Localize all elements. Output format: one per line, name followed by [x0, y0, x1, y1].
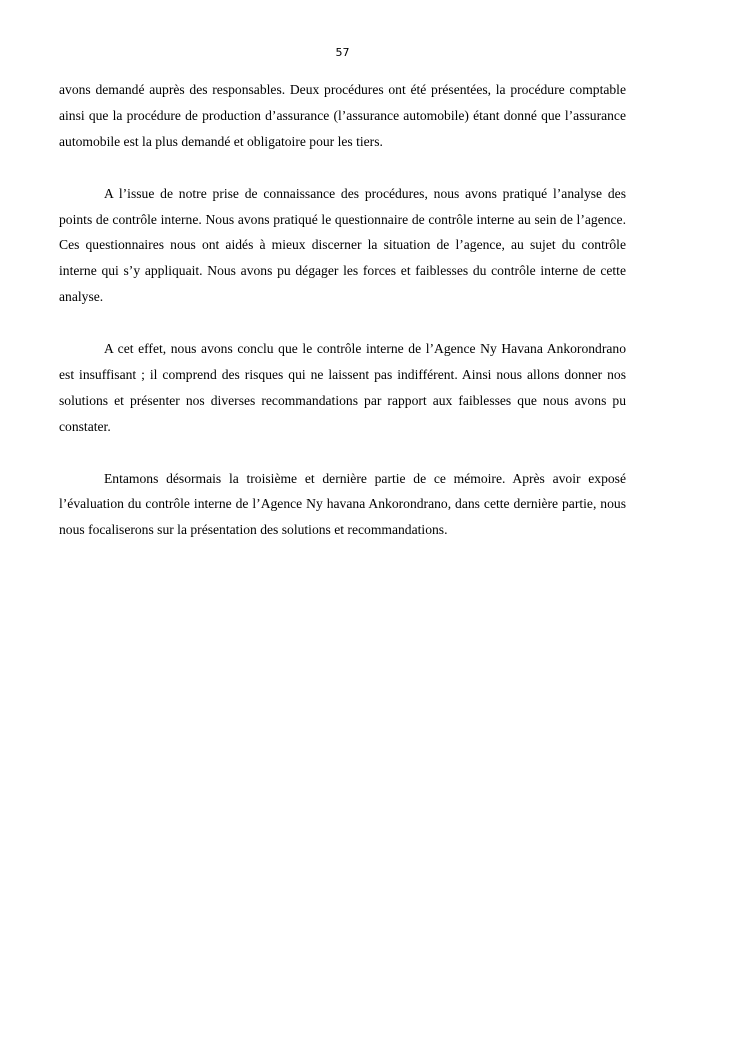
body-text	[59, 77, 626, 569]
paragraph-third-part-intro: Entamons désormais la troisième et dernière partie de ce mémoire. Après avoir exposé l’évaluation du contrôle interne de l’Agence Ny havana Ankorondrano, dans cette dernière partie, nous nous focaliserons sur la présentation des solutions et recommandations.	[59, 470, 626, 538]
paragraph-conclusion: A cet effet, nous avons conclu que le contrôle interne de l’Agence Ny Havana Ankorondrano est insuffisant ; il comprend des risques qui ne laissent pas indifférent. Ainsi nous allons donner nos solutions et présenter nos diverses recommandations par rapport aux faiblesses que nous avons pu constater.	[59, 341, 626, 434]
page-number: 57	[335, 46, 350, 59]
paragraph-continuation: avons demandé auprès des responsables. Deux procédures ont été présentées, la procédure comptable ainsi que la procédure de production d’assurance (l’assurance automobile) étant donné que l’assurance automobile est la plus demandé et obligatoire pour les tiers.	[59, 82, 626, 149]
paragraph-procedures-analysis: A l’issue de notre prise de connaissance des procédures, nous avons pratiqué l’analyse des points de contrôle interne. Nous avons pratiqué le questionnaire de contrôle interne au sein de l’agence. Ces questionnaires nous ont aidés à mieux discerner la situation de l’agence, au sujet du contrôle interne qui s’y appliquait. Nous avons pu dégager les forces et faiblesses du contrôle interne de cette analyse.	[59, 185, 626, 305]
